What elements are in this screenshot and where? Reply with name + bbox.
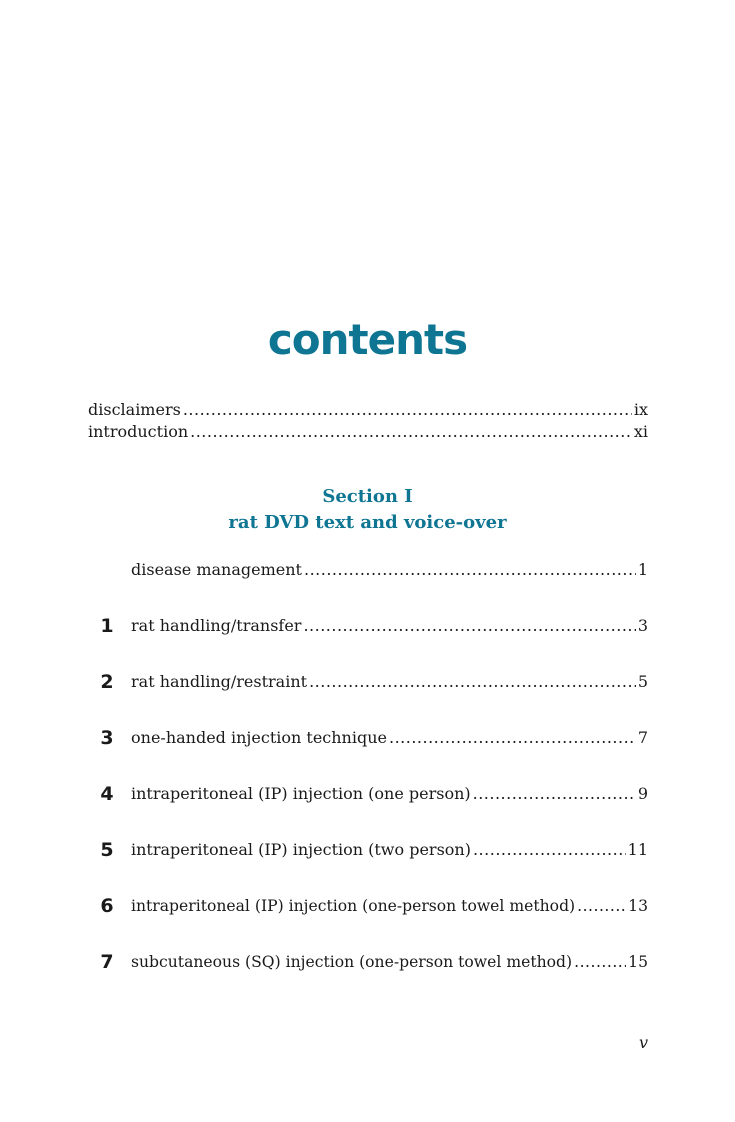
toc-page-number: 1 [637, 560, 648, 579]
toc-row-chapter-2[interactable] [131, 671, 648, 693]
toc-label: disease management [131, 560, 302, 579]
chapter-number: 7 [100, 951, 114, 973]
toc-row-chapter-5[interactable] [131, 839, 648, 861]
dot-leader [309, 671, 636, 693]
toc-label: one-handed injection technique [131, 728, 387, 747]
chapter-number: 1 [100, 615, 114, 637]
toc-label: rat handling/transfer [131, 616, 302, 635]
toc-page-number: xi [633, 422, 648, 441]
section-heading-line1: Section I [322, 486, 413, 507]
dot-leader [473, 783, 636, 805]
toc-page-number: 11 [627, 840, 648, 859]
chapter-number: 2 [100, 671, 114, 693]
toc-label: introduction [88, 422, 189, 441]
chapter-number: 5 [100, 839, 114, 861]
dot-leader [183, 399, 632, 421]
toc-label: subcutaneous (SQ) injection (one-person towel method) [131, 953, 573, 971]
toc-row-disclaimers[interactable] [88, 399, 648, 421]
toc-row-chapter-6[interactable] [131, 895, 648, 917]
toc-page-number: 9 [637, 784, 648, 803]
chapter-number: 4 [100, 783, 114, 805]
toc-row-chapter-3[interactable] [131, 727, 648, 749]
dot-leader [303, 615, 635, 637]
dot-leader [577, 895, 626, 917]
chapter-number: 3 [100, 727, 114, 749]
dot-leader [304, 559, 636, 581]
toc-label: disclaimers [88, 400, 181, 419]
section-heading-line2: rat DVD text and voice-over [228, 512, 507, 533]
toc-label: intraperitoneal (IP) injection (one person) [131, 784, 471, 803]
toc-row-chapter-1[interactable] [131, 615, 648, 637]
toc-page-number: 13 [628, 897, 648, 915]
toc-label: intraperitoneal (IP) injection (two person) [131, 840, 471, 859]
dot-leader [190, 421, 632, 443]
toc-label: intraperitoneal (IP) injection (one-person towel method) [131, 897, 576, 915]
page-folio: v [638, 1033, 648, 1052]
toc-label: rat handling/restraint [131, 672, 308, 691]
dot-leader [389, 727, 636, 749]
toc-row-chapter-7[interactable] [131, 951, 648, 973]
toc-row-disease-management[interactable] [131, 559, 648, 581]
toc-page-number: 5 [637, 672, 648, 691]
toc-row-introduction[interactable] [88, 421, 648, 443]
toc-row-chapter-4[interactable] [131, 783, 648, 805]
toc-page-number: ix [633, 400, 648, 419]
dot-leader [574, 951, 626, 973]
toc-page-number: 7 [637, 728, 648, 747]
page-title: contents [267, 315, 468, 364]
toc-page-number: 15 [628, 953, 648, 971]
chapter-number: 6 [100, 895, 114, 917]
dot-leader [473, 839, 626, 861]
toc-page-number: 3 [637, 616, 648, 635]
